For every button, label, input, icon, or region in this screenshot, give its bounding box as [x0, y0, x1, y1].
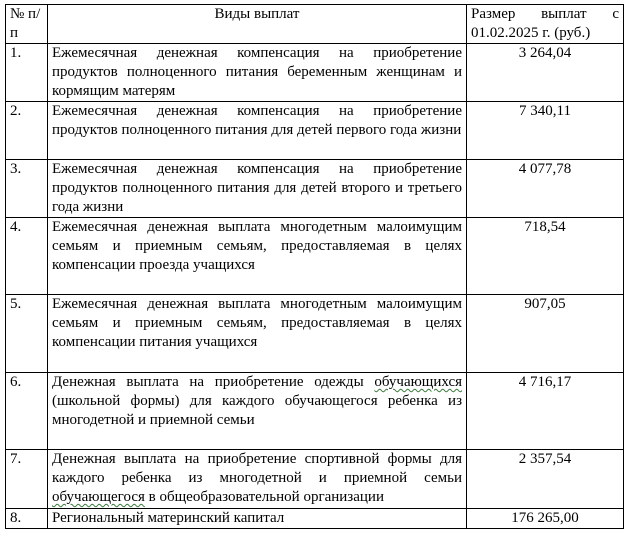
payment-type [48, 450, 467, 509]
table-row [6, 160, 624, 218]
table-row [6, 373, 624, 450]
payment-type: Ежемесячная денежная компенсация на приобретение продуктов полноценного питания беременным женщинам и кормящим матерям [48, 44, 467, 102]
payment-amount: 3 264,04 [467, 44, 624, 102]
header-payment-type: Виды выплат [48, 5, 467, 44]
table-header-row [6, 5, 624, 44]
table-row [6, 509, 624, 529]
payment-amount: 176 265,00 [467, 509, 624, 529]
row-number: 2. [6, 102, 48, 160]
header-number: № п/п [6, 5, 48, 44]
payment-type-text: в общеобразовательной организации [148, 489, 384, 505]
header-amount: Размер выплат с 01.02.2025 г. (руб.) [467, 5, 624, 44]
row-number: 7. [6, 450, 48, 509]
row-number: 3. [6, 160, 48, 218]
payment-amount: 4 716,17 [467, 373, 624, 450]
payment-type-underlined-word: обучающихся [374, 374, 463, 390]
payment-type: Ежемесячная денежная выплата многодетным малоимущим семьям и приемным семьям, предоставляемая в целях компенсации питания учащихся [48, 295, 467, 373]
payment-type [48, 373, 467, 450]
table-row [6, 102, 624, 160]
payment-type-text: Денежная выплата на приобретение одежды [52, 374, 364, 390]
payment-type-text: (школьной формы) для каждого обучающегося ребенка из многодетной и приемной семьи [52, 393, 462, 428]
row-number: 8. [6, 509, 48, 529]
payments-table [5, 4, 624, 529]
payment-amount: 4 077,78 [467, 160, 624, 218]
payment-type: Ежемесячная денежная выплата многодетным малоимущим семьям и приемным семьям, предоставляемая в целях компенсации проезда учащихся [48, 218, 467, 295]
table-row [6, 450, 624, 509]
table-row [6, 218, 624, 295]
table-row [6, 44, 624, 102]
payment-type-text: Денежная выплата на приобретение спортивной формы для каждого ребенка из многодетной и приемной семьи [52, 451, 462, 486]
payment-type: Региональный материнский капитал [48, 509, 467, 529]
payment-type-underlined-word: обучающегося [52, 489, 145, 505]
table-row [6, 295, 624, 373]
payment-amount: 718,54 [467, 218, 624, 295]
payment-type: Ежемесячная денежная компенсация на приобретение продуктов полноценного питания для детей первого года жизни [48, 102, 467, 160]
row-number: 6. [6, 373, 48, 450]
row-number: 4. [6, 218, 48, 295]
payment-type: Ежемесячная денежная компенсация на приобретение продуктов полноценного питания для детей второго и третьего года жизни [48, 160, 467, 218]
row-number: 1. [6, 44, 48, 102]
payment-amount: 907,05 [467, 295, 624, 373]
payment-amount: 7 340,11 [467, 102, 624, 160]
row-number: 5. [6, 295, 48, 373]
payment-amount: 2 357,54 [467, 450, 624, 509]
